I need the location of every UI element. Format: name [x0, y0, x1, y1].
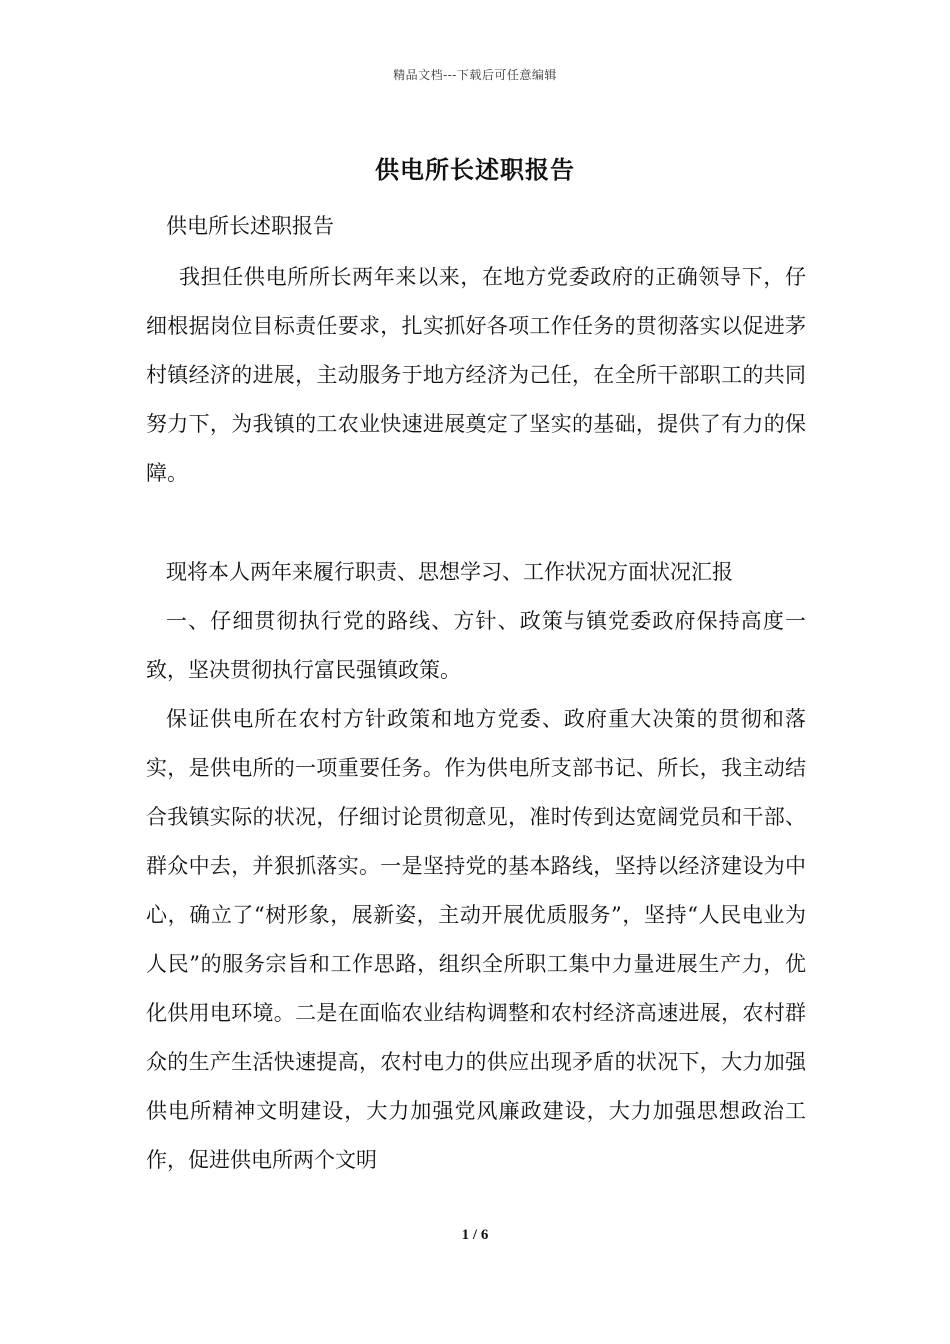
paragraph-intro: 我担任供电所所长两年来以来，在地方党委政府的正确领导下，仔细根据岗位目标责任要求，扎实抓好各项工作任务的贯彻落实以促进茅村镇经济的进展，主动服务于地方经济为己任，在全所干部职工的共同努力下，为我镇的工农业快速进展奠定了坚实的基础，提供了有力的保障。	[146, 265, 806, 485]
document-title: 供电所长述职报告	[375, 155, 575, 184]
header-note: 精品文档---下载后可任意编辑	[393, 68, 557, 82]
document-body	[146, 202, 806, 1185]
section-heading-1: 一、仔细贯彻执行党的路线、方针、政策与镇党委政府保持高度一致，坚决贯彻执行富民强镇政策。	[146, 609, 806, 682]
paragraph-body: 保证供电所在农村方针政策和地方党委、政府重大决策的贯彻和落实，是供电所的一项重要任务。作为供电所支部书记、所长，我主动结合我镇实际的状况，仔细讨论贯彻意见，准时传到达宽阔党员和干部、群众中去，并狠抓落实。一是坚持党的基本路线，坚持以经济建设为中心，确立了“树形象，展新姿，主动开展优质服务”，坚持“人民电业为人民”的服务宗旨和工作思路，组织全所职工集中力量进展生产力，优化供用电环境。二是在面临农业结构调整和农村经济高速进展，农村群众的生产生活快速提高，农村电力的供应出现矛盾的状况下，大力加强供电所精神文明建设，大力加强党风廉政建设，大力加强思想政治工作，促进供电所两个文明	[146, 707, 806, 1172]
document-subtitle: 供电所长述职报告	[166, 214, 334, 238]
page-number: 1 / 6	[461, 1227, 489, 1243]
paragraph-summary-lead: 现将本人两年来履行职责、思想学习、工作状况方面状况汇报	[166, 560, 733, 584]
